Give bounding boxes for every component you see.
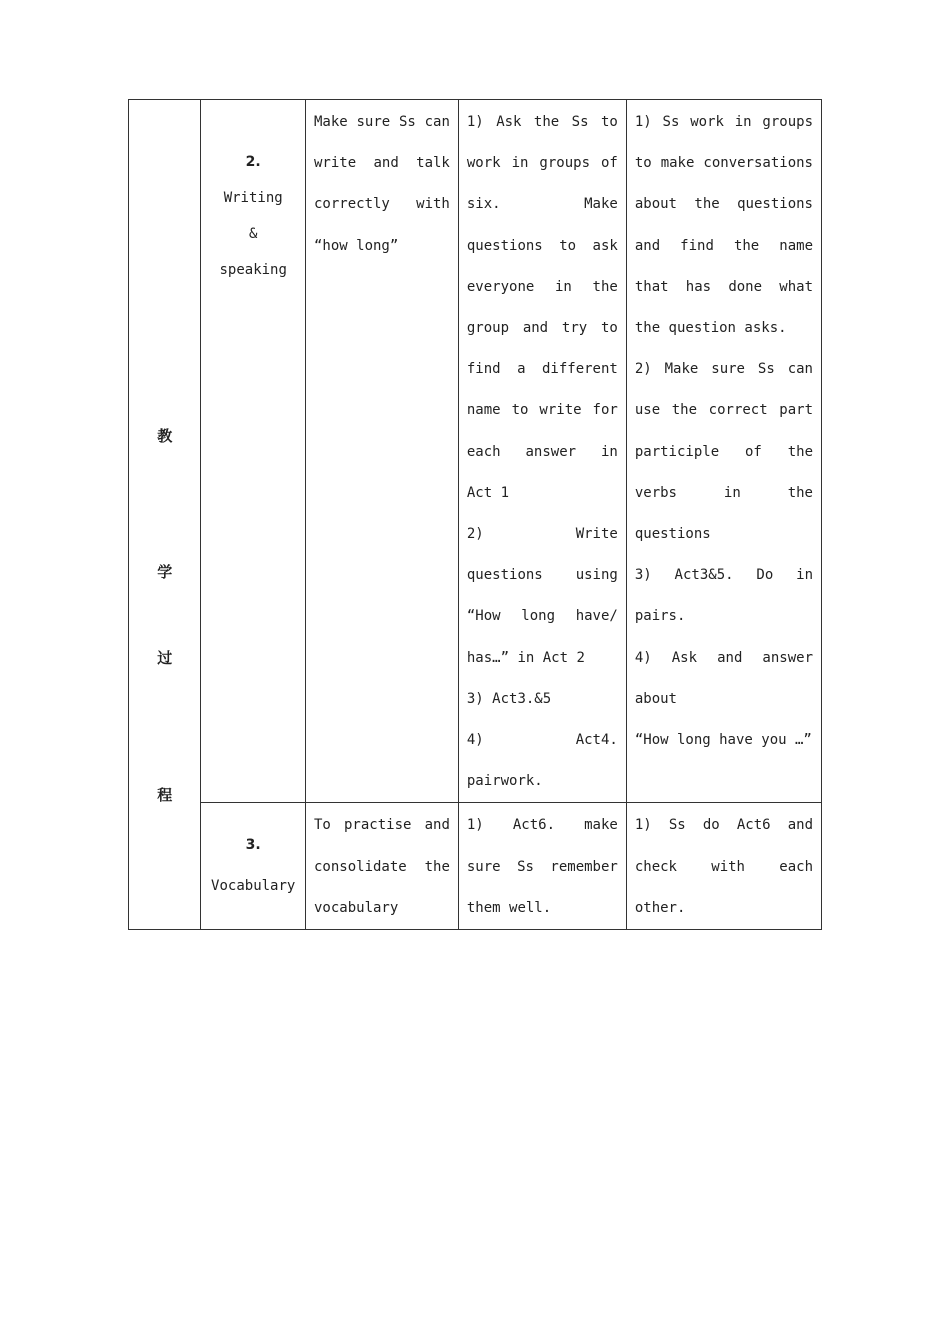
student-step: 2) Make sure Ss can use the correct part participle of the verbs in the questions [634,361,813,543]
student-step: 4) Ask and answer about [634,649,813,707]
student-activity-cell [626,100,821,803]
objective-text: Make sure Ss can write and talk correctly with “how long” [314,114,450,254]
stage-name: & [248,226,258,242]
objective-cell [306,100,459,803]
stage-name: Writing [223,190,283,206]
student-activity-cell [626,803,821,930]
side-char: 学 [157,563,173,581]
teacher-step: 1) Act6. make sure Ss remember them well. [466,817,618,916]
stage-name: Vocabulary [211,878,296,895]
side-char: 程 [157,786,173,804]
objective-text: To practise and consolidate the vocabulary [314,817,450,916]
stage-name: speaking [219,262,287,278]
student-step: “How long have you …” [634,732,812,749]
stage-cell [201,100,306,803]
teaching-process-label [129,100,201,930]
teacher-activity-cell [458,100,626,803]
student-step: 1) Ss do Act6 and check with each other. [634,817,813,916]
stage-number: 3. [245,837,261,854]
side-char: 教 [157,427,173,445]
stage-number: 2. [245,154,261,170]
teacher-step: 1) Ask the Ss to work in groups of six. Make questions to ask everyone in the group and try to find a different name to write for each answer in Act 1 [466,114,618,501]
lesson-plan-table [128,99,822,930]
stage-cell [201,803,306,930]
objective-cell [306,803,459,930]
teacher-step: 4) Act4. pairwork. [466,732,618,790]
table-row [129,100,822,803]
teacher-step: 3) Act3.&5 [466,690,552,707]
teacher-activity-cell [458,803,626,930]
student-step: 3) Act3&5. Do in pairs. [634,567,813,625]
teacher-step: 2) Write questions using “How long have/ has…” in Act 2 [466,526,618,666]
side-char: 过 [157,649,173,667]
student-step: 1) Ss work in groups to make conversations about the questions and find the name that has done what the question asks. [634,114,813,337]
table-row [129,803,822,930]
